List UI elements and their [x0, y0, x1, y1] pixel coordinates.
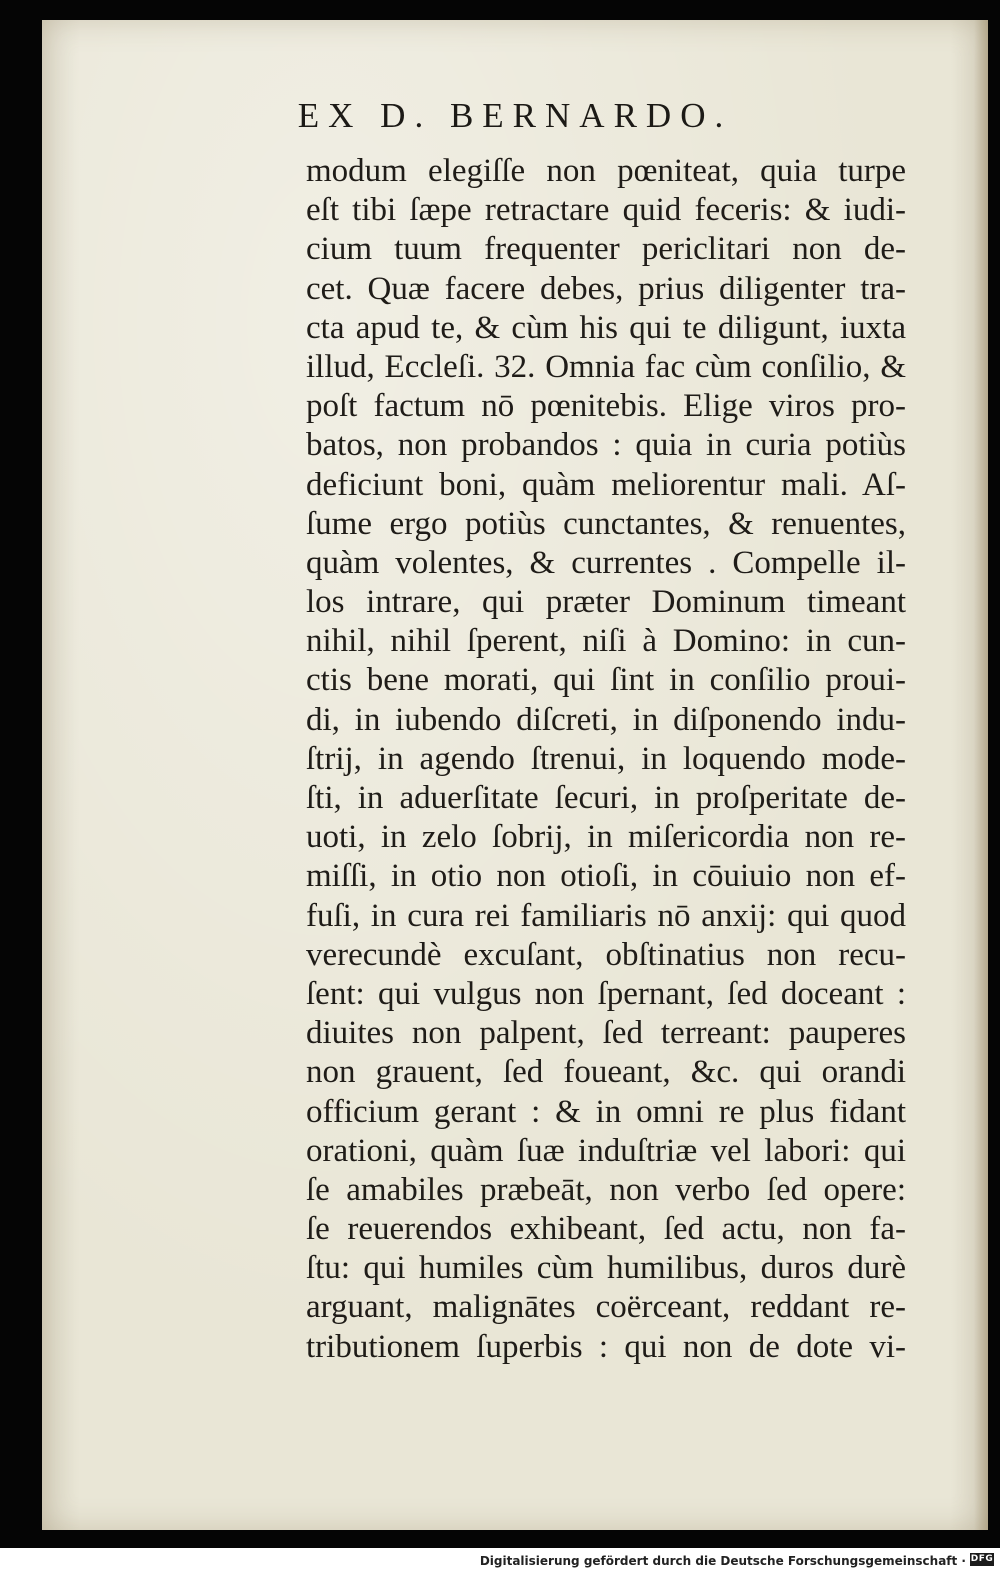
text-line: eſt tibi ſæpe retractare quid feceris: & iudi-	[306, 192, 906, 229]
text-line: tributionem ſuperbis : qui non de dote vi-	[306, 1328, 906, 1365]
text-line: batos, non probandos : quia in curia potiùs	[306, 427, 906, 464]
text-line: uoti, in zelo ſobrij, in miſericordia non re-	[306, 819, 906, 856]
text-line: los intrare, qui præter Dominum timeant	[306, 584, 906, 621]
text-line: modum elegiſſe non pœniteat, quia turpe	[306, 153, 906, 189]
text-line: deficiunt boni, quàm meliorentur mali. Aſ-	[306, 466, 906, 503]
text-line: ſent: qui vulgus non ſpernant, ſed doceant :	[306, 975, 906, 1012]
text-line: nihil, nihil ſperent, niſi à Domino: in cun-	[306, 623, 906, 660]
page-edge-shadow	[974, 20, 988, 1530]
text-line: ſe reuerendos exhibeant, ſed actu, non fa-	[306, 1211, 906, 1248]
text-line: miſſi, in otio non otioſi, in cōuiuio non ef-	[306, 858, 906, 895]
text-line: non grauent, ſed foueant, &c. qui orandi	[306, 1054, 906, 1091]
text-line: quàm volentes, & currentes . Compelle il-	[306, 544, 906, 581]
dfg-logo: DFG	[970, 1554, 994, 1564]
text-line: cium tuum frequenter periclitari non de-	[306, 231, 906, 268]
text-line: ſume ergo potiùs cunctantes, & renuentes,	[306, 505, 906, 542]
text-line: poſt factum nō pœnitebis. Elige viros pro-	[306, 388, 906, 425]
text-line: di, in iubendo diſcreti, in diſponendo indu-	[306, 701, 906, 738]
text-line: ſti, in aduerſitate ſecuri, in proſperitate de-	[306, 780, 906, 816]
text-line: ſe amabiles præbeāt, non verbo ſed opere:	[306, 1171, 906, 1208]
running-head: EX D. BERNARDO.	[297, 96, 733, 135]
text-line: diuites non palpent, ſed terreant: pauperes	[306, 1015, 906, 1052]
text-line: arguant, malignātes coërceant, reddant re-	[306, 1289, 906, 1326]
text-line: ctis bene morati, qui ſint in conſilio proui-	[306, 662, 906, 699]
text-line: fuſi, in cura rei familiaris nō anxij: qui quod	[306, 897, 906, 934]
text-line: officium gerant : & in omni re plus fidant	[306, 1093, 906, 1130]
book-page	[42, 20, 988, 1530]
funding-note: Digitalisierung gefördert durch die Deutsche Forschungsgemeinschaft ·	[479, 1554, 966, 1568]
text-line: illud, Eccleſi. 32. Omnia fac cùm conſilio, &	[306, 348, 906, 385]
text-line: ſtu: qui humiles cùm humilibus, duros durè	[306, 1250, 906, 1287]
text-line: cet. Quæ facere debes, prius diligenter tra-	[306, 270, 906, 307]
text-line: orationi, quàm ſuæ induſtriæ vel labori: qui	[306, 1132, 906, 1169]
body-text	[306, 152, 906, 1367]
text-line: ſtrij, in agendo ſtrenui, in loquendo mode-	[306, 740, 906, 777]
text-line: cta apud te, & cùm his qui te diligunt, iuxta	[306, 309, 906, 346]
text-line: verecundè excuſant, obſtinatius non recu-	[306, 936, 906, 973]
